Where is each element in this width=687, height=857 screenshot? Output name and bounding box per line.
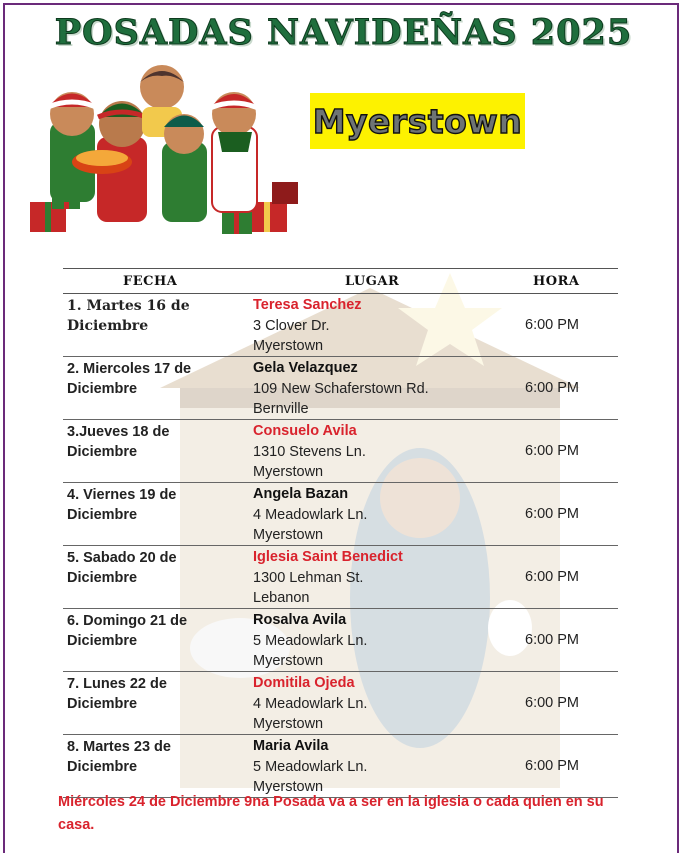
event-time: 6:00 PM — [525, 632, 579, 648]
date-month: Diciembre — [67, 759, 138, 775]
event-time: 6:00 PM — [525, 506, 579, 522]
table-row — [63, 609, 618, 672]
event-time: 6:00 PM — [525, 380, 579, 396]
host-name: Consuelo Avila — [253, 423, 357, 439]
date-month: Diciembre — [67, 444, 138, 460]
event-time: 6:00 PM — [525, 317, 579, 333]
closing-note: Miércoles 24 de Diciembre 9na Posada va a ser en la iglesia o cada quien en su casa. — [58, 794, 604, 833]
event-date — [67, 296, 217, 336]
date-line: 5. Sabado 20 de — [67, 550, 177, 566]
date-line: 4. Viernes 19 de — [67, 487, 177, 503]
host-name: Rosalva Avila — [253, 612, 347, 628]
street-address: 4 Meadowlark Ln. — [253, 507, 368, 523]
address — [253, 694, 367, 734]
street-address: 5 Meadowlark Ln. — [253, 633, 368, 649]
event-time: 6:00 PM — [525, 758, 579, 774]
city: Myerstown — [253, 716, 324, 732]
event-date — [67, 737, 217, 777]
address — [253, 505, 367, 545]
town-banner — [310, 93, 525, 149]
table-row — [63, 294, 618, 357]
city: Myerstown — [253, 653, 324, 669]
date-month: Diciembre — [67, 318, 149, 334]
town-name: Myerstown — [312, 101, 523, 141]
host-name: Iglesia Saint Benedict — [253, 549, 403, 565]
event-date — [67, 359, 217, 399]
header-hora: HORA — [533, 274, 580, 289]
date-month: Diciembre — [67, 570, 138, 586]
address — [253, 442, 366, 482]
address — [253, 379, 429, 419]
address — [253, 568, 363, 608]
street-address: 5 Meadowlark Ln. — [253, 759, 368, 775]
table-header — [63, 268, 618, 294]
table-row — [63, 672, 618, 735]
table-row — [63, 420, 618, 483]
event-date — [67, 611, 217, 651]
event-time: 6:00 PM — [525, 695, 579, 711]
event-time: 6:00 PM — [525, 443, 579, 459]
date-month: Diciembre — [67, 381, 138, 397]
date-line: 1. Martes 16 de — [67, 298, 190, 314]
table-row — [63, 357, 618, 420]
event-date — [67, 548, 217, 588]
posadas-schedule-table — [63, 268, 618, 798]
date-line: 7. Lunes 22 de — [67, 676, 167, 692]
date-line: 6. Domingo 21 de — [67, 613, 188, 629]
event-date — [67, 674, 217, 714]
city: Bernville — [253, 401, 309, 417]
host-name: Gela Velazquez — [253, 360, 358, 376]
event-date — [67, 485, 217, 525]
city: Myerstown — [253, 464, 324, 480]
street-address: 1300 Lehman St. — [253, 570, 364, 586]
host-name: Angela Bazan — [253, 486, 349, 502]
host-name: Domitila Ojeda — [253, 675, 355, 691]
header-lugar: LUGAR — [345, 274, 400, 289]
header-fecha: FECHA — [123, 274, 178, 289]
host-name: Teresa Sanchez — [253, 297, 362, 313]
event-time: 6:00 PM — [525, 569, 579, 585]
date-month: Diciembre — [67, 507, 138, 523]
street-address: 4 Meadowlark Ln. — [253, 696, 368, 712]
host-name: Maria Avila — [253, 738, 329, 754]
date-line: 8. Martes 23 de — [67, 739, 171, 755]
table-row — [63, 483, 618, 546]
page-title: POSADAS NAVIDEÑAS 2025 — [54, 12, 633, 53]
children-illustration — [22, 62, 304, 242]
city: Myerstown — [253, 338, 324, 354]
date-month: Diciembre — [67, 696, 138, 712]
street-address: 109 New Schaferstown Rd. — [253, 381, 429, 397]
address — [253, 631, 367, 671]
address — [253, 316, 330, 356]
date-line: 2. Miercoles 17 de — [67, 361, 192, 377]
date-line: 3.Jueves 18 de — [67, 424, 170, 440]
street-address: 3 Clover Dr. — [253, 318, 330, 334]
table-row — [63, 546, 618, 609]
city: Myerstown — [253, 527, 324, 543]
city: Myerstown — [253, 779, 324, 795]
event-date — [67, 422, 217, 462]
table-row — [63, 735, 618, 798]
city: Lebanon — [253, 590, 310, 606]
street-address: 1310 Stevens Ln. — [253, 444, 366, 460]
date-month: Diciembre — [67, 633, 138, 649]
